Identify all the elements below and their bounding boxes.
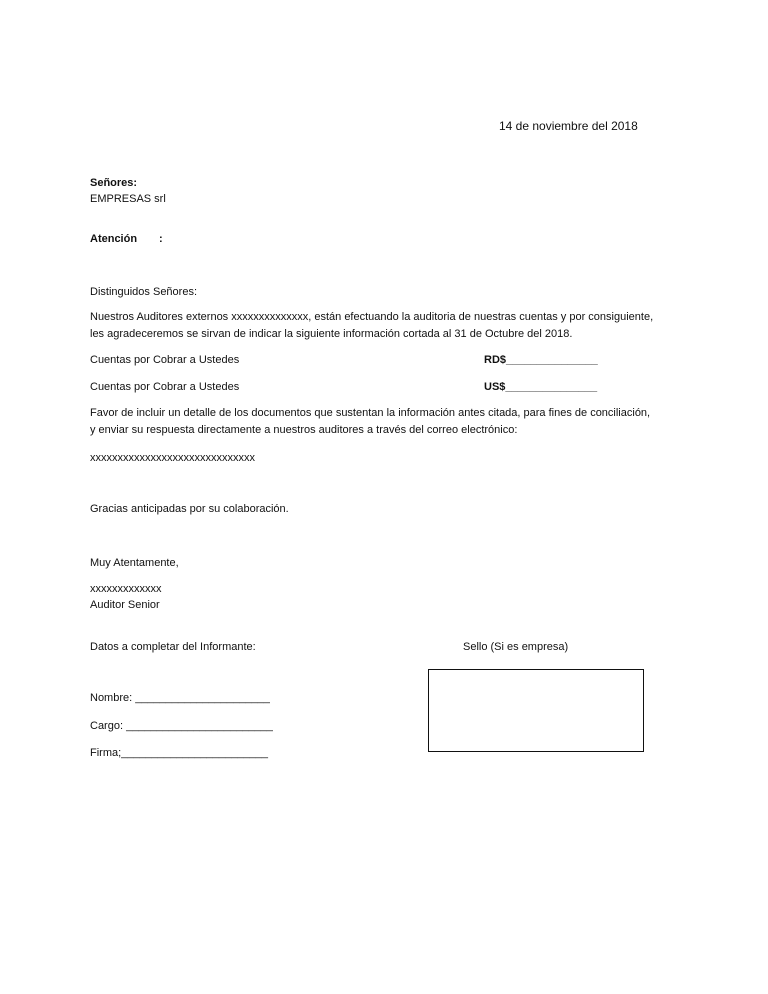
stamp-box (428, 669, 644, 752)
thanks-line: Gracias anticipadas por su colaboración. (90, 503, 289, 515)
position-field: Cargo: ________________________ (90, 720, 273, 732)
signer-title: Auditor Senior (90, 599, 160, 611)
salutation-label: Señores: (90, 177, 138, 189)
body-line-2: les agradeceremos se sirvan de indicar la siguiente información cortada al 31 de Octubre del 2018. (90, 328, 573, 340)
attention-colon: : (159, 233, 163, 245)
account-label-rd: Cuentas por Cobrar a Ustedes (90, 354, 240, 366)
letter-date: 14 de noviembre del 2018 (499, 119, 638, 133)
name-field: Nombre: ______________________ (90, 692, 270, 704)
stamp-label: Sello (Si es empresa) (463, 641, 569, 653)
attention-label: Atención (90, 233, 138, 245)
account-amount-rd: RD$_______________ (484, 354, 598, 366)
request-line-1: Favor de incluir un detalle de los documentos que sustentan la información antes citada, para fines de conciliación, (90, 407, 651, 419)
email-placeholder: xxxxxxxxxxxxxxxxxxxxxxxxxxxxxx (90, 452, 255, 464)
signer-name: xxxxxxxxxxxxx (90, 583, 162, 595)
greeting: Distinguidos Señores: (90, 286, 198, 298)
request-line-2: y enviar su respuesta directamente a nuestros auditores a través del correo electrónico: (90, 424, 518, 436)
account-amount-us: US$_______________ (484, 381, 598, 393)
account-label-us: Cuentas por Cobrar a Ustedes (90, 381, 240, 393)
closing-line: Muy Atentamente, (90, 557, 179, 569)
body-line-1: Nuestros Auditores externos xxxxxxxxxxxxxx, están efectuando la auditoria de nuestras cuentas y por consiguiente, (90, 311, 654, 323)
informant-heading: Datos a completar del Informante: (90, 641, 256, 653)
signature-field: Firma;________________________ (90, 747, 268, 759)
recipient-company: EMPRESAS srl (90, 193, 166, 205)
